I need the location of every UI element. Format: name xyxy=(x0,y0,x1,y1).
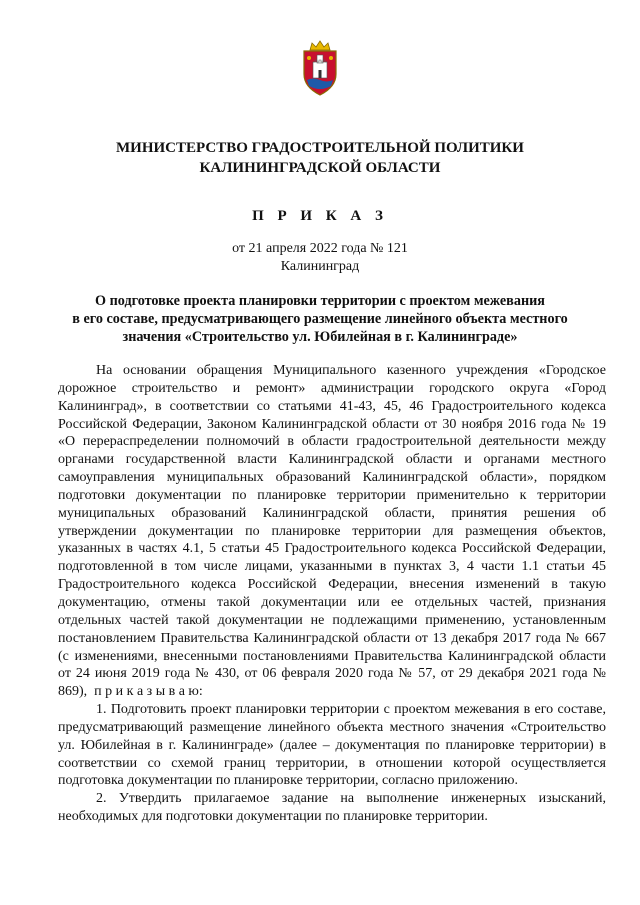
coat-of-arms-icon xyxy=(298,40,342,96)
title-line-1: О подготовке проекта планировки территории с проектом межевания xyxy=(95,293,545,309)
order-item-1: 1. Подготовить проект планировки территории с проектом межевания в его составе, предусматривающий размещение линейного объекта местного значения «Строительство ул. Юбилейная в г. Калининграде» (далее – документация по планировке территории) в соответствии со схемой границ территории, в отношении которой осуществляется подготовка документации по планировке территории, согласно приложению. xyxy=(58,702,606,789)
ministry-name xyxy=(40,138,600,178)
order-title xyxy=(40,292,600,346)
order-date: от 21 апреля 2022 года № 121 xyxy=(232,241,408,256)
preamble-text: На основании обращения Муниципального казенного учреждения «Городское дорожное строительство и ремонт» администрации городского округа «Город Калининград», в соответствии со статьями 41-43, 45, 46 Градостроительного кодекса Российской Федерации, Законом Калининградской области от 30 ноября 2016 года № 19 «О перераспределении полномочий в области градостроительной деятельности между органами государственной власти Калининградской области и органами местного самоуправления муниципальных образований Калининградской области», порядком подготовки документации по планировке территории применительно к территории муниципальных образований Калининградской области, принятия решения об утверждении документации по планировке территории для размещения объектов, указанных в частях 4.1, 5 статьи 45 Градостроительного кодекса Российской Федерации, подготовленной в том числе лицами, указанными в пунктах 3, 4 части 1.1 статьи 45 Градостроительного кодекса Российской Федерации, внесения изменений в такую документацию, отмены такой документации или ее отдельных частей, признания отдельных частей такой документации не подлежащими применению, установленным постановлением Правительства Калининградской области от 13 декабря 2017 года № 667 (с изменениями, внесенными постановлениями Правительства Калининградской области от 24 июня 2019 года № 430, от 06 февраля 2020 года № 57, от 29 декабря 2021 года № 869), xyxy=(58,363,606,700)
order-word: п р и к а з ы в а ю: xyxy=(94,684,203,700)
order-body xyxy=(58,362,606,826)
preamble-paragraph xyxy=(58,362,606,701)
title-line-3: значения «Строительство ул. Юбилейная в г. Калининграде» xyxy=(122,329,518,345)
order-item-2: 2. Утвердить прилагаемое задание на выполнение инженерных изысканий, необходимых для подготовки документации по планировке территории. xyxy=(58,791,606,825)
ministry-line-2: КАЛИНИНГРАДСКОЙ ОБЛАСТИ xyxy=(199,160,441,176)
document-type: П Р И К А З xyxy=(252,208,388,224)
order-city: Калининград xyxy=(280,259,360,274)
title-line-2: в его составе, предусматривающего размещение линейного объекта местного xyxy=(72,311,568,327)
order-date-block xyxy=(40,240,600,276)
ministry-line-1: МИНИСТЕРСТВО ГРАДОСТРОИТЕЛЬНОЙ ПОЛИТИКИ xyxy=(116,140,524,156)
